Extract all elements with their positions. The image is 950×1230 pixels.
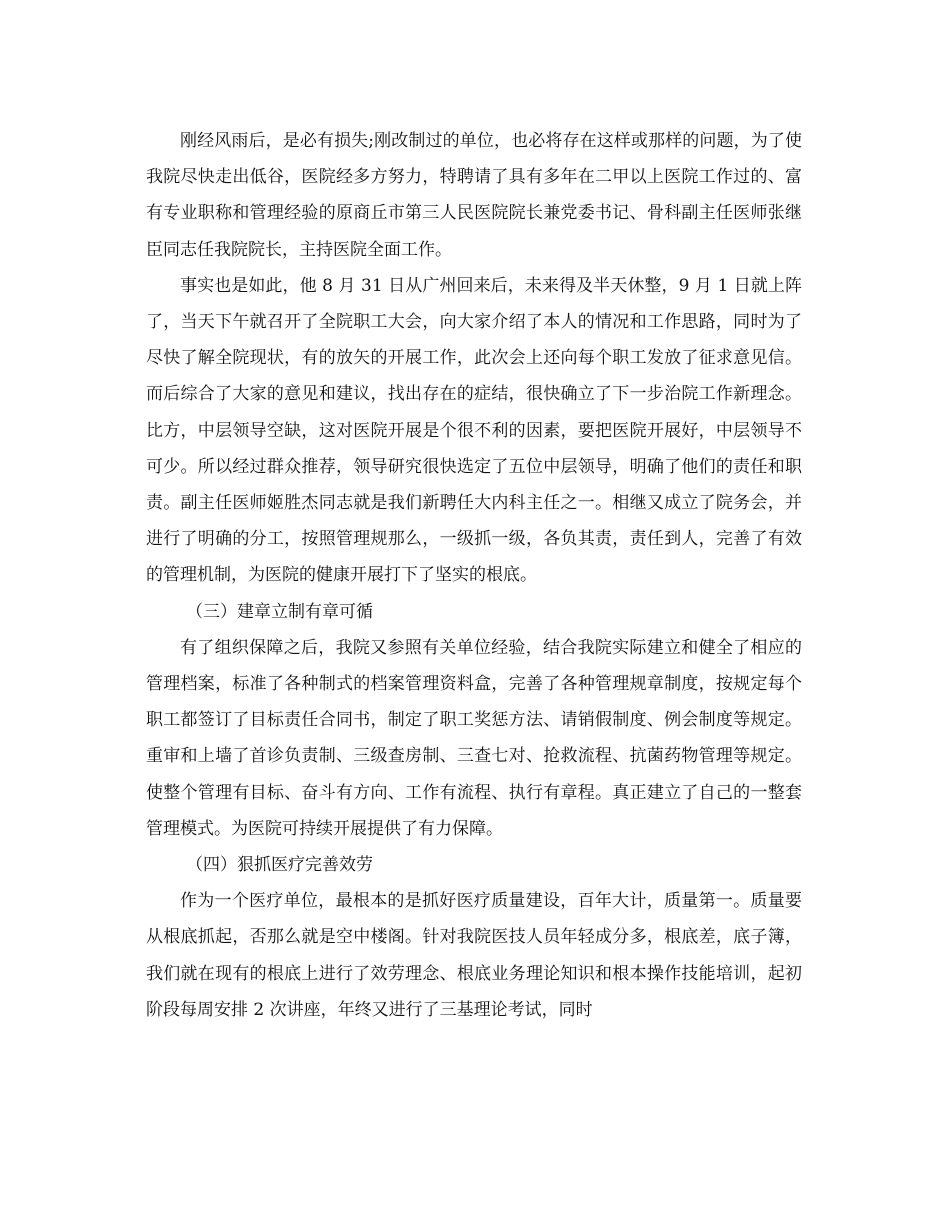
- document-body: [146, 123, 802, 1028]
- paragraph-new-leadership: 刚经风雨后，是必有损失;刚改制过的单位，也必将存在这样或那样的问题，为了使我院尽快走出低谷，医院经多方努力，特聘请了具有多年在二甲以上医院工作过的、富有专业职称和管理经验的原商丘市第三人民医院院长兼党委书记、骨科副主任医师张继臣同志任我院院长，主持医院全面工作。: [146, 131, 802, 260]
- paragraph-facts: 事实也是如此，他 8 月 31 日从广州回来后，未来得及半天休整，9 月 1 日就上阵了，当天下午就召开了全院职工大会，向大家介绍了本人的情况和工作思路，同时为了尽快了解全院现状，有的放矢的开展工作，此次会上还向每个职工发放了征求意见信。而后综合了大家的意见和建议，找出存在的症结，很快确立了下一步治院工作新理念。比方，中层领导空缺，这对医院开展是个很不利的因素，要把医院开展好，中层领导不可少。所以经过群众推荐，领导研究很快选定了五位中层领导，明确了他们的责任和职责。副主任医师姬胜杰同志就是我们新聘任大内科主任之一。相继又成立了院务会，并进行了明确的分工，按照管理规那么，一级抓一级，各负其责，责任到人，完善了有效的管理机制，为医院的健康开展打下了坚实的根底。: [146, 275, 802, 586]
- section-heading-medical-service: （四）狠抓医疗完善效劳: [186, 855, 373, 876]
- section-heading-rules: （三）建章立制有章可循: [186, 601, 373, 622]
- paragraph-rules: 有了组织保障之后，我院又参照有关单位经验，结合我院实际建立和健全了相应的管理档案，标准了各种制式的档案管理资料盒，完善了各种管理规章制度，按规定每个职工都签订了目标责任合同书，制定了职工奖惩方法、请销假制度、例会制度等规定。重审和上墙了首诊负责制、三级查房制、三查七对、抢救流程、抗菌药物管理等规定。使整个管理有目标、奋斗有方向、工作有流程、执行有章程。真正建立了自己的一整套管理模式。为医院可持续开展提供了有力保障。: [146, 637, 802, 839]
- paragraph-medical-service: 作为一个医疗单位，最根本的是抓好医疗质量建设，百年大计，质量第一。质量要从根底抓起，否那么就是空中楼阁。针对我院医技人员年轻成分多，根底差，底子簿，我们就在现有的根底上进行了效劳理念、根底业务理论知识和根本操作技能培训，起初阶段每周安排 2 次讲座，年终又进行了三基理论考试，同时: [146, 891, 802, 1020]
